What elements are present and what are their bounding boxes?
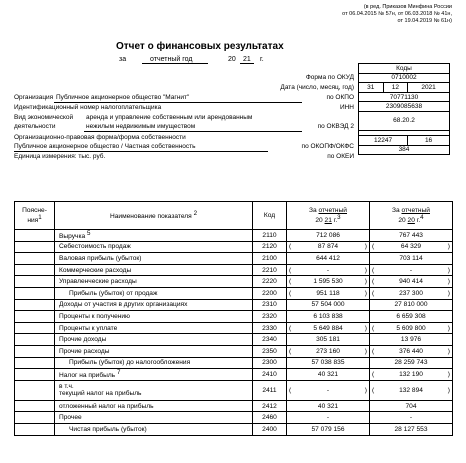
paren-close: ) bbox=[447, 243, 450, 251]
value-text: 237 300 bbox=[399, 289, 423, 297]
value-text: 132 190 bbox=[399, 370, 423, 378]
inn-row-label: Идентификационный номер налогоплательщика bbox=[14, 104, 162, 111]
org-label: Организация bbox=[14, 94, 54, 101]
row-name: Прибыль (убыток) от продаж bbox=[69, 289, 158, 297]
row-note-cell bbox=[15, 345, 55, 357]
row-name: Валовая прибыль (убыток) bbox=[59, 254, 142, 262]
row-name: Прочие расходы bbox=[59, 347, 110, 355]
row-value-current bbox=[287, 276, 370, 288]
row-value-current bbox=[287, 334, 370, 346]
row-name: Коммерческие расходы bbox=[59, 266, 132, 274]
table-row bbox=[15, 423, 453, 435]
table-row bbox=[15, 357, 453, 369]
row-value-current bbox=[287, 241, 370, 253]
okud-code: 0710002 bbox=[359, 73, 450, 83]
row-note-cell bbox=[15, 276, 55, 288]
row-name: Выручка bbox=[59, 233, 86, 241]
col-prev-yr: 20 bbox=[407, 217, 415, 225]
value-text: 28 259 743 bbox=[394, 359, 428, 367]
row-code: 2400 bbox=[253, 423, 287, 435]
report-title: Отчет о финансовых результатах bbox=[116, 41, 284, 52]
paren-close: ) bbox=[364, 266, 367, 274]
value-text: 28 127 553 bbox=[394, 425, 428, 433]
row-value-current bbox=[287, 299, 370, 311]
regulation-note-line-3: от 19.04.2019 № 61н) bbox=[397, 18, 452, 24]
row-code: 2412 bbox=[253, 400, 287, 412]
activity-underline bbox=[84, 131, 302, 132]
row-value-previous bbox=[370, 369, 453, 381]
row-name: отложенный налог на прибыль bbox=[59, 402, 154, 410]
row-code: 2310 bbox=[253, 299, 287, 311]
row-value-previous bbox=[370, 230, 453, 242]
value-text: - bbox=[326, 386, 330, 394]
paren-close: ) bbox=[364, 324, 367, 332]
row-value-current bbox=[287, 423, 370, 435]
year-underline bbox=[240, 63, 254, 64]
row-name: Проценты к уплате bbox=[59, 324, 118, 332]
date-year: 2021 bbox=[408, 83, 450, 93]
legal-form-label: Организационно-правовая форма/форма собственности bbox=[14, 134, 186, 141]
table-row bbox=[15, 334, 453, 346]
row-note-cell bbox=[15, 322, 55, 334]
paren-open: ( bbox=[372, 278, 375, 286]
value-text: - bbox=[326, 414, 330, 422]
row-code: 2410 bbox=[253, 369, 287, 381]
paren-close: ) bbox=[447, 266, 450, 274]
value-text: 57 504 000 bbox=[311, 301, 345, 309]
row-name: Чистая прибыль (убыток) bbox=[69, 425, 147, 433]
col-note-text: Поясне-ния bbox=[22, 206, 47, 225]
row-value-previous bbox=[370, 299, 453, 311]
row-note-cell bbox=[15, 369, 55, 381]
activity-line-2: нежилым недвижимым имуществом bbox=[86, 123, 196, 130]
row-name-sup: 5 bbox=[87, 230, 91, 238]
row-name-cell bbox=[55, 287, 253, 299]
okopf-code: 12247 bbox=[359, 135, 408, 145]
paren-close: ) bbox=[364, 278, 367, 286]
col-name-text: Наименование показателя bbox=[109, 213, 192, 221]
row-note-cell bbox=[15, 400, 55, 412]
row-code: 2460 bbox=[253, 412, 287, 424]
value-text: 40 321 bbox=[317, 402, 339, 410]
row-name-cell bbox=[55, 412, 253, 424]
value-text: 703 114 bbox=[399, 254, 423, 262]
row-note-cell bbox=[15, 253, 55, 265]
row-name-cell bbox=[55, 345, 253, 357]
col-cur-g: г. bbox=[333, 217, 338, 225]
paren-open: ( bbox=[289, 289, 292, 297]
value-text: 5 649 884 bbox=[313, 324, 343, 332]
paren-close: ) bbox=[447, 370, 450, 378]
paren-open: ( bbox=[289, 347, 292, 355]
row-name-cell bbox=[55, 334, 253, 346]
row-name: Себестоимость продаж bbox=[59, 243, 131, 251]
row-value-current bbox=[287, 311, 370, 323]
row-value-current bbox=[287, 264, 370, 276]
col-header-name bbox=[55, 202, 253, 230]
date-label: Дата (число, месяц, год) bbox=[280, 84, 354, 91]
col-prev-g: г. bbox=[416, 217, 421, 225]
table-row bbox=[15, 299, 453, 311]
activity-label-2: деятельности bbox=[14, 123, 56, 130]
value-text: 87 874 bbox=[317, 243, 339, 251]
row-name: в т.ч. bbox=[59, 383, 74, 391]
paren-close: ) bbox=[447, 347, 450, 355]
row-value-current bbox=[287, 357, 370, 369]
row-value-previous bbox=[370, 241, 453, 253]
year-end: г. bbox=[260, 56, 264, 63]
org-underline bbox=[54, 102, 302, 103]
row-name: Проценты к получению bbox=[59, 312, 131, 320]
row-value-previous bbox=[370, 334, 453, 346]
row-value-current bbox=[287, 369, 370, 381]
col-prev-20: 20 bbox=[398, 217, 406, 225]
paren-open: ( bbox=[289, 324, 292, 332]
paren-open: ( bbox=[289, 243, 292, 251]
row-note-cell bbox=[15, 423, 55, 435]
row-note-cell bbox=[15, 334, 55, 346]
row-code: 2340 bbox=[253, 334, 287, 346]
legal-form: Публичное акционерное общество / Частная собственность bbox=[14, 143, 196, 150]
value-text: 13 976 bbox=[400, 336, 422, 344]
paren-close: ) bbox=[364, 386, 367, 394]
row-value-current bbox=[287, 380, 370, 400]
value-text: 644 412 bbox=[316, 254, 340, 262]
col-name-sup: 2 bbox=[193, 210, 198, 218]
row-value-previous bbox=[370, 264, 453, 276]
row-note-cell bbox=[15, 357, 55, 369]
paren-open: ( bbox=[289, 266, 292, 274]
col-prev-za: За bbox=[391, 206, 400, 214]
value-text: 6 103 838 bbox=[313, 312, 343, 320]
value-text: 951 118 bbox=[316, 289, 340, 297]
row-value-previous bbox=[370, 287, 453, 299]
value-text: 940 414 bbox=[399, 278, 423, 286]
row-code: 2350 bbox=[253, 345, 287, 357]
row-note-cell bbox=[15, 299, 55, 311]
okved-code: 68.20.2 bbox=[359, 111, 450, 130]
row-value-current bbox=[287, 412, 370, 424]
period-underline bbox=[142, 63, 208, 64]
okei-code: 384 bbox=[359, 145, 450, 155]
codes-title: Коды bbox=[359, 64, 450, 74]
row-value-previous bbox=[370, 400, 453, 412]
year-prefix: 20 bbox=[228, 56, 236, 63]
paren-close: ) bbox=[364, 347, 367, 355]
table-row bbox=[15, 380, 453, 400]
row-value-current bbox=[287, 287, 370, 299]
row-value-previous bbox=[370, 380, 453, 400]
value-text: 6 659 308 bbox=[396, 312, 426, 320]
row-value-current bbox=[287, 322, 370, 334]
paren-close: ) bbox=[447, 278, 450, 286]
date-day: 31 bbox=[359, 83, 384, 93]
col-cur-20: 20 bbox=[315, 217, 323, 225]
row-value-current bbox=[287, 253, 370, 265]
okfs-code: 16 bbox=[408, 135, 450, 145]
paren-open: ( bbox=[372, 324, 375, 332]
org-name: Публичное акционерное общество "Магнит" bbox=[56, 94, 190, 101]
table-row bbox=[15, 253, 453, 265]
row-name: Налог на прибыль bbox=[59, 372, 116, 380]
row-code: 2210 bbox=[253, 264, 287, 276]
inn-code: 2309085638 bbox=[359, 102, 450, 112]
row-code: 2110 bbox=[253, 230, 287, 242]
col-cur-za: За bbox=[308, 206, 317, 214]
row-value-previous bbox=[370, 412, 453, 424]
okud-label: Форма по ОКУД bbox=[305, 74, 354, 81]
paren-open: ( bbox=[372, 370, 375, 378]
table-row bbox=[15, 230, 453, 242]
value-text: 57 079 156 bbox=[311, 425, 345, 433]
codes-box bbox=[358, 63, 450, 155]
financial-results-table bbox=[14, 201, 453, 436]
row-name-cell bbox=[55, 369, 253, 381]
row-note-cell bbox=[15, 380, 55, 400]
row-value-previous bbox=[370, 423, 453, 435]
paren-open: ( bbox=[372, 289, 375, 297]
paren-close: ) bbox=[447, 324, 450, 332]
table-row bbox=[15, 322, 453, 334]
paren-close: ) bbox=[364, 289, 367, 297]
activity-label-1: Вид экономической bbox=[14, 114, 74, 121]
row-code: 2411 bbox=[253, 380, 287, 400]
col-header-code: Код bbox=[253, 202, 287, 230]
row-note-cell bbox=[15, 241, 55, 253]
inn-label: ИНН bbox=[339, 104, 354, 111]
row-name: Прочее bbox=[59, 414, 82, 422]
row-code: 2120 bbox=[253, 241, 287, 253]
table-row bbox=[15, 412, 453, 424]
row-code: 2320 bbox=[253, 311, 287, 323]
okpo-label: по ОКПО bbox=[326, 94, 354, 101]
regulation-note-line-1: (в ред. Приказов Минфина России bbox=[363, 4, 452, 10]
row-name-cell bbox=[55, 264, 253, 276]
row-name-cell bbox=[55, 299, 253, 311]
row-name-cell bbox=[55, 241, 253, 253]
okved-label: по ОКВЭД 2 bbox=[317, 123, 354, 130]
okopf-label: по ОКОПФ/ОКФС bbox=[301, 143, 354, 150]
value-text: 704 bbox=[405, 402, 417, 410]
row-value-previous bbox=[370, 345, 453, 357]
paren-close: ) bbox=[447, 289, 450, 297]
table-row bbox=[15, 400, 453, 412]
paren-open: ( bbox=[372, 266, 375, 274]
table-row bbox=[15, 369, 453, 381]
value-text: 712 086 bbox=[316, 231, 340, 239]
period-label: отчетный год bbox=[150, 56, 193, 63]
row-value-current bbox=[287, 345, 370, 357]
value-text: 40 321 bbox=[317, 370, 339, 378]
row-name-cell bbox=[55, 322, 253, 334]
row-name-cell bbox=[55, 276, 253, 288]
row-name-cell bbox=[55, 400, 253, 412]
legal-form-underline bbox=[14, 151, 268, 152]
row-note-cell bbox=[15, 287, 55, 299]
unit-label: Единица измерения: тыс. руб. bbox=[14, 153, 106, 160]
table-row bbox=[15, 311, 453, 323]
row-code: 2220 bbox=[253, 276, 287, 288]
value-text: 57 038 835 bbox=[311, 359, 345, 367]
table-header-row bbox=[15, 202, 453, 230]
value-text: 5 609 800 bbox=[396, 324, 426, 332]
row-value-previous bbox=[370, 357, 453, 369]
table-row bbox=[15, 241, 453, 253]
row-value-previous bbox=[370, 253, 453, 265]
row-code: 2330 bbox=[253, 322, 287, 334]
row-name-cell bbox=[55, 423, 253, 435]
value-text: 132 894 bbox=[399, 386, 423, 394]
row-note-cell bbox=[15, 311, 55, 323]
row-code: 2300 bbox=[253, 357, 287, 369]
value-text: 273 160 bbox=[316, 347, 340, 355]
col-header-current bbox=[287, 202, 370, 230]
row-note-cell bbox=[15, 230, 55, 242]
value-text: 27 810 000 bbox=[394, 301, 428, 309]
row-note-cell bbox=[15, 264, 55, 276]
period-prefix: за bbox=[119, 56, 127, 63]
paren-open: ( bbox=[289, 278, 292, 286]
row-note-cell bbox=[15, 412, 55, 424]
paren-open: ( bbox=[372, 243, 375, 251]
row-value-previous bbox=[370, 311, 453, 323]
value-text: 64 329 bbox=[400, 243, 422, 251]
col-cur-otch: отчетный bbox=[318, 206, 347, 214]
value-text: - bbox=[409, 414, 413, 422]
row-value-previous bbox=[370, 276, 453, 288]
value-text: 376 440 bbox=[399, 347, 423, 355]
activity-line-1: аренда и управление собственным или арендованным bbox=[86, 114, 253, 121]
table-row bbox=[15, 287, 453, 299]
paren-close: ) bbox=[364, 243, 367, 251]
row-name-cell bbox=[55, 311, 253, 323]
date-month: 12 bbox=[383, 83, 408, 93]
row-name: Прочие доходы bbox=[59, 336, 107, 344]
row-code: 2200 bbox=[253, 287, 287, 299]
row-name-cell bbox=[55, 230, 253, 242]
paren-open: ( bbox=[289, 386, 292, 394]
col-note-sup: 1 bbox=[38, 213, 42, 221]
col-header-previous bbox=[370, 202, 453, 230]
row-value-current bbox=[287, 400, 370, 412]
value-text: - bbox=[326, 266, 330, 274]
regulation-note-line-2: от 06.04.2015 № 57н, от 06.03.2018 № 41н, bbox=[342, 11, 452, 17]
value-text: 1 595 530 bbox=[313, 278, 343, 286]
value-text: - bbox=[409, 266, 413, 274]
row-name: Доходы от участия в других организациях bbox=[59, 301, 188, 309]
okpo-code: 70771130 bbox=[359, 92, 450, 102]
table-row bbox=[15, 345, 453, 357]
col-prev-sup: 4 bbox=[420, 213, 424, 221]
col-cur-yr: 21 bbox=[324, 217, 332, 225]
row-name-cell bbox=[55, 357, 253, 369]
paren-open: ( bbox=[372, 386, 375, 394]
row-name-line2: текущий налог на прибыль bbox=[59, 390, 142, 398]
col-header-note bbox=[15, 202, 55, 230]
col-prev-otch: отчетный bbox=[401, 206, 430, 214]
value-text: 305 181 bbox=[316, 336, 340, 344]
row-value-current bbox=[287, 230, 370, 242]
year-suffix: 21 bbox=[243, 56, 251, 63]
row-name: Управленческие расходы bbox=[59, 278, 137, 286]
row-code: 2100 bbox=[253, 253, 287, 265]
row-name: Прибыль (убыток) до налогообложения bbox=[69, 359, 191, 367]
paren-close: ) bbox=[447, 386, 450, 394]
okei-label: по ОКЕИ bbox=[327, 153, 354, 160]
col-cur-sup: 3 bbox=[337, 213, 341, 221]
row-name-cell bbox=[55, 253, 253, 265]
row-name-cell bbox=[55, 380, 253, 400]
table-row bbox=[15, 264, 453, 276]
table-row bbox=[15, 276, 453, 288]
row-value-previous bbox=[370, 322, 453, 334]
row-name-sup: 7 bbox=[116, 369, 121, 377]
value-text: 767 443 bbox=[399, 231, 423, 239]
paren-open: ( bbox=[372, 347, 375, 355]
